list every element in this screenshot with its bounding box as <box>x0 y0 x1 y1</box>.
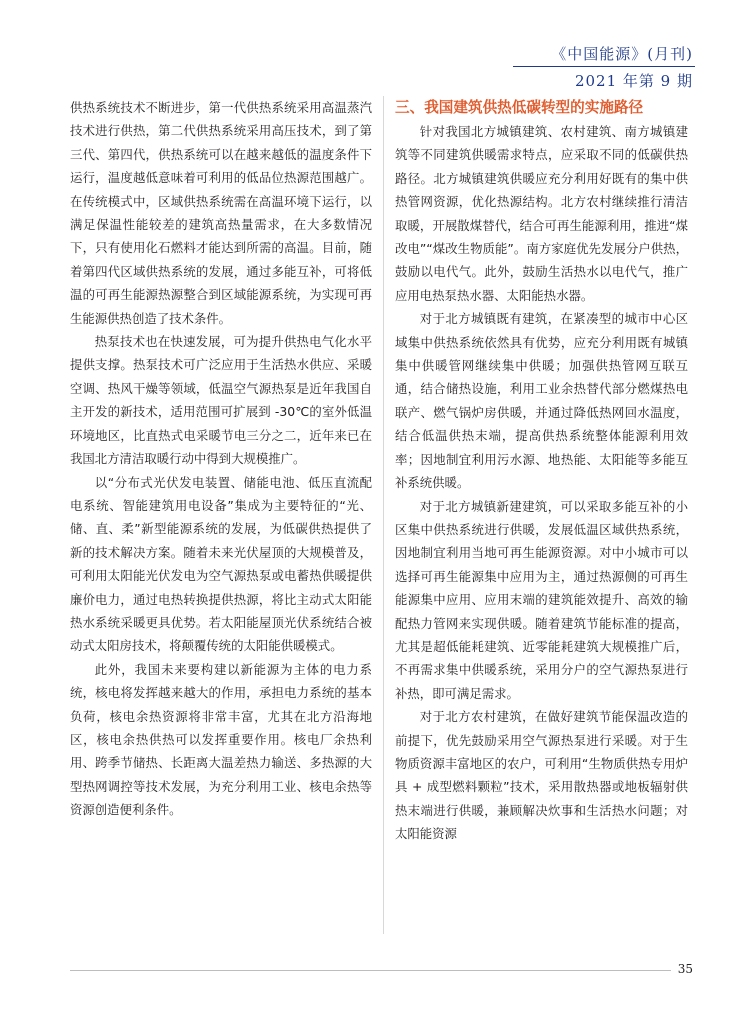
column-divider <box>383 96 384 934</box>
paragraph: 以“分布式光伏发电装置、储能电池、低压直流配电系统、智能建筑用电设备”集成为主要特征的“光、储、直、柔”新型能源系统的发展，为低碳供热提供了新的技术解决方案。随着未来光伏屋顶的大规模普及，可利用太阳能光伏发电为空气源热泵或电蓄热供暖提供廉价电力，通过电热转换提供热源，将比主动式太阳能热水系统采暖更具优势。若太阳能屋顶光伏系统结合被动式太阳房技术，将颠覆传统的太阳能供暖模式。 <box>70 474 372 654</box>
page-number: 35 <box>677 962 693 976</box>
paragraph: 针对我国北方城镇建筑、农村建筑、南方城镇建筑等不同建筑供暖需求特点，应采取不同的低碳供热路径。北方城镇建筑供暖应充分利用好既有的集中供热管网资源，优化热源结构。北方农村继续推行清洁取暖，开展散煤替代，结合可再生能源利用，推进“煤改电”“煤改生物质能”。南方家庭优先发展分户供热，鼓励以电代气。此外，鼓励生活热水以电代气，推广应用电热泵热水器、太阳能热水器。 <box>395 124 688 303</box>
right-column <box>395 96 688 846</box>
section-title: 三、我国建筑供热低碳转型的实施路径 <box>395 99 644 116</box>
paragraph: 对于北方农村建筑，在做好建筑节能保温改造的前提下，优先鼓励采用空气源热泵进行采暖。对于生物质资源丰富地区的农户，可利用“生物质供热专用炉具 + 成型燃料颗粒”技术，采用散热器或地板辐射供热末端进行供暖，兼顾解决炊事和生活热水问题；对太阳能资源 <box>395 709 688 842</box>
paragraph: 供热系统技术不断进步，第一代供热系统采用高温蒸汽技术进行供热，第二代供热系统采用高压技术，到了第三代、第四代，供热系统可以在越来越低的温度条件下运行，温度越低意味着可利用的低品位热源范围越广。在传统模式中，区域供热系统需在高温环境下运行，以满足保温性能较差的建筑高热量需求，在大多数情况下，只有使用化石燃料才能达到所需的高温。目前，随着第四代区域供热系统的发展，通过多能互补，可将低温的可再生能源热源整合到区域能源系统，为实现可再生能源供热创造了技术条件。 <box>70 100 372 326</box>
paragraph: 对于北方城镇既有建筑，在紧凑型的城市中心区域集中供热系统依然具有优势，应充分利用既有城镇集中供暖管网继续集中供暖；加强供热管网互联互通，结合储热设施，利用工业余热替代部分燃煤热电联产、燃气锅炉房供暖，并通过降低热网回水温度，结合低温供热末端，提高供热系统整体能源利用效率；因地制宜利用污水源、地热能、太阳能等多能互补系统供暖。 <box>395 311 688 491</box>
paragraph: 热泵技术也在快速发展，可为提升供热电气化水平提供支撑。热泵技术可广泛应用于生活热水供应、采暖空调、热风干燥等领域，低温空气源热泵是近年我国自主开发的新技术，适用范围可扩展到 -30℃的室外低温环境地区，比直热式电采暖节电三分之二，近年来已在我国北方清洁取暖行动中得到大规模推广。 <box>70 334 372 467</box>
journal-title: 《中国能源》(月刊) <box>551 45 693 63</box>
paragraph: 对于北方城镇新建建筑，可以采取多能互补的小区集中供热系统进行供暖，发展低温区域供热系统，因地制宜利用当地可再生能源资源。对中小城市可以选择可再生能源集中应用为主，通过热源侧的可再生能源集中应用、应用末端的建筑能效提升、高效的输配热力管网来实现供暖。随着建筑节能标准的提高，尤其是超低能耗建筑、近零能耗建筑大规模推广后，不再需求集中供暖系统，采用分户的空气源热泵进行补热，即可满足需求。 <box>395 498 688 701</box>
header-rule <box>513 66 695 67</box>
issue-number: 2021 年第 9 期 <box>574 72 693 90</box>
left-column <box>70 96 372 822</box>
paragraph: 此外，我国未来要构建以新能源为主体的电力系统，核电将发挥越来越大的作用，承担电力系统的基本负荷，核电余热资源将非常丰富，尤其在北方沿海地区，核电余热供热可以发挥重要作用。核电厂余热利用、跨季节储热、长距离大温差热力输送、多热源的大型热网调控等技术发展，为充分利用工业、核电余热等资源创造便利条件。 <box>70 661 372 818</box>
footer-rule <box>70 970 671 971</box>
